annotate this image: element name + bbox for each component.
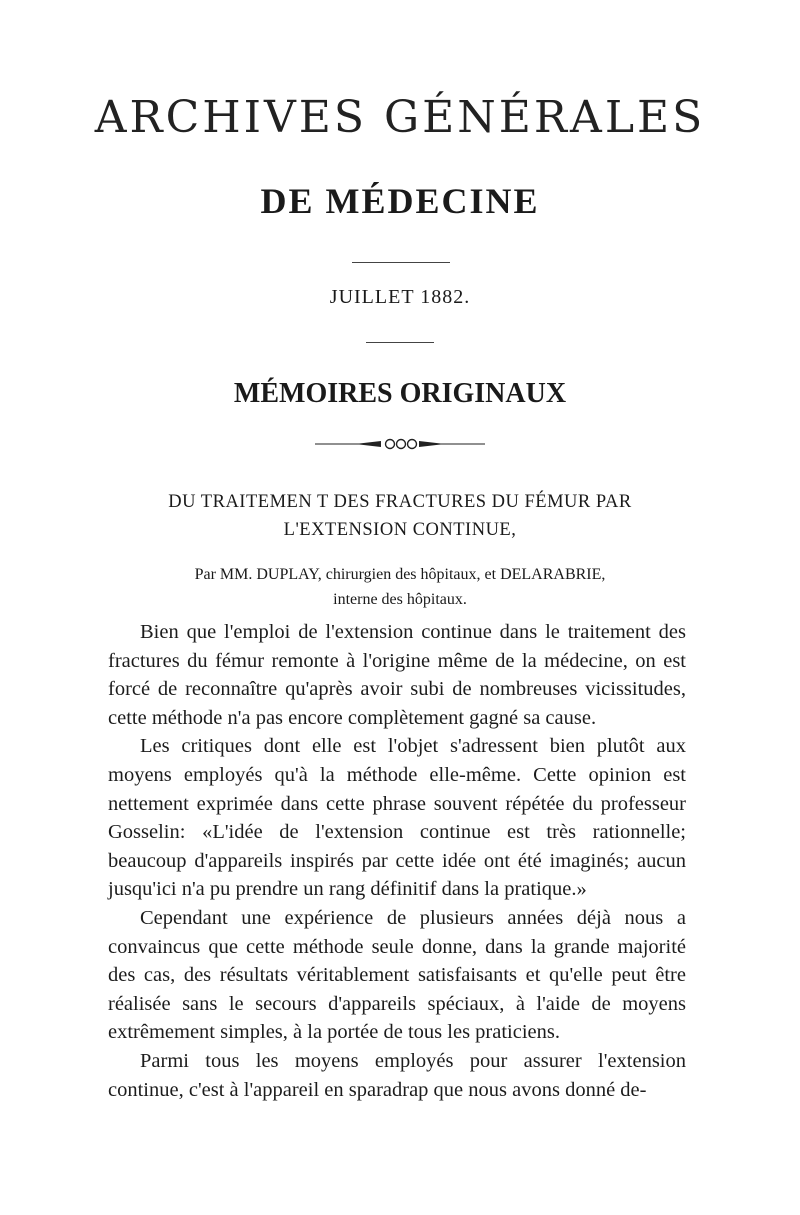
body-paragraph: Les critiques dont elle est l'objet s'adressent bien plutôt aux moyens employés qu'à la méthode elle-même. Cette opinion est nettement exprimée dans cette phrase souvent répétée du professeur Gosselin: «L'idée de l'extension continue est très rationnelle; beaucoup d'appareils inspirés par cette idée ont été imaginés; aucun jusqu'ici n'a pu prendre un rang définitif dans la pratique.»	[108, 735, 686, 901]
journal-subtitle: DE MÉDECINE	[260, 181, 540, 221]
article-authors	[0, 562, 800, 612]
body-paragraph: Bien que l'emploi de l'extension continue dans le traitement des fractures du fémur remonte à l'origine même de la médecine, on est forcé de reconnaître qu'après avoir subi de nombreuses vicissitudes, cette méthode n'a pas encore complètement gagné sa cause.	[108, 621, 686, 729]
divider-rule	[366, 342, 434, 343]
article-body	[108, 618, 686, 1104]
authors-line: interne des hôpitaux.	[333, 591, 467, 608]
article-title-line: DU TRAITEMEN T DES FRACTURES DU FÉMUR PAR	[168, 492, 632, 512]
article-title-line: L'EXTENSION CONTINUE,	[283, 520, 517, 540]
section-heading: MÉMOIRES ORIGINAUX	[233, 378, 567, 409]
body-paragraph: Cependant une expérience de plusieurs années déjà nous a convaincus que cette méthode seule donne, dans la grande majorité des cas, des résultats véritablement satisfaisants et qu'elle peut être réalisée sans le secours d'appareils spéciaux, à l'aide de moyens extrêmement simples, à la portée de tous les praticiens.	[108, 906, 686, 1044]
divider-rule	[352, 262, 450, 263]
body-paragraph: Parmi tous les moyens employés pour assurer l'extension continue, c'est à l'appareil en sparadrap que nous avons donné de-	[108, 1049, 686, 1101]
authors-line: Par MM. DUPLAY, chirurgien des hôpitaux, et DELARABRIE,	[194, 566, 606, 583]
issue-date: JUILLET 1882.	[329, 286, 471, 308]
ornament-divider	[315, 436, 485, 452]
article-title	[0, 488, 800, 544]
journal-title: ARCHIVES GÉNÉRALES	[94, 92, 706, 143]
